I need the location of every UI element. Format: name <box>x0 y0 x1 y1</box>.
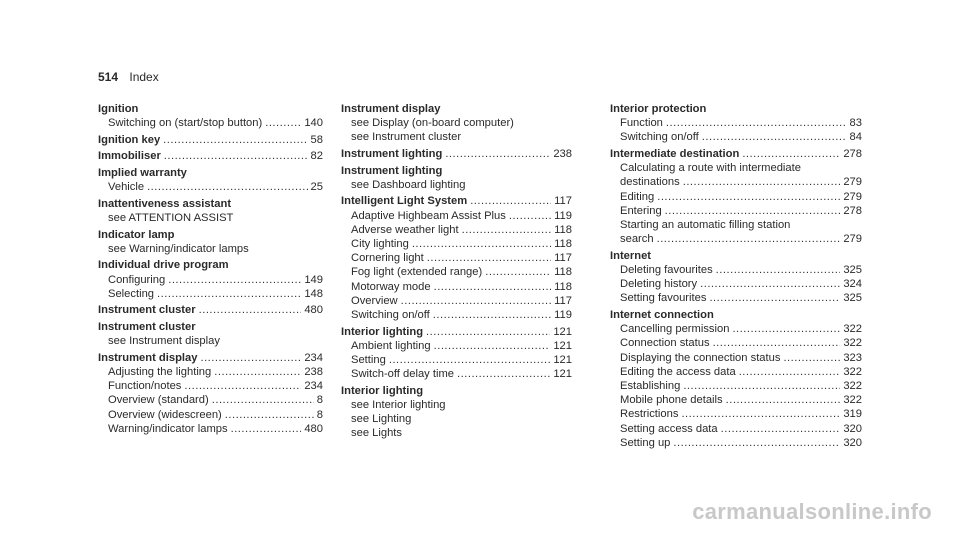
page-ref: 279 <box>843 176 862 189</box>
subentry-text: Adaptive Highbeam Assist Plus <box>351 209 506 222</box>
dot-leader <box>721 422 841 436</box>
index-subentry <box>610 218 862 232</box>
index-entry <box>98 320 323 348</box>
subentry-text: Setting <box>351 354 386 367</box>
page-ref: 322 <box>843 337 862 350</box>
page-ref: 279 <box>843 233 862 246</box>
dot-leader <box>434 339 551 353</box>
subentry-text: Mobile phone details <box>620 394 723 407</box>
page-ref: 117 <box>554 195 572 208</box>
dot-leader <box>434 280 552 294</box>
subentry-text: Entering <box>620 204 662 217</box>
index-term: Intermediate destination <box>610 148 740 160</box>
page-ref: 320 <box>843 436 862 449</box>
dot-leader <box>665 204 841 218</box>
dot-leader <box>702 130 847 144</box>
index-entry <box>341 194 572 322</box>
index-term-row <box>341 325 572 339</box>
index-entry <box>98 228 323 256</box>
index-term: Instrument cluster <box>98 304 196 317</box>
dot-leader <box>427 251 551 265</box>
dot-leader <box>163 133 307 147</box>
page-ref: 121 <box>553 368 572 381</box>
dot-leader <box>666 116 847 130</box>
dot-leader <box>742 147 840 161</box>
subentry-text: see Warning/indicator lamps <box>108 242 249 255</box>
page-ref: 322 <box>843 323 862 336</box>
dot-leader <box>214 365 301 379</box>
dot-leader <box>184 379 301 393</box>
index-term: Instrument lighting <box>341 148 443 160</box>
dot-leader <box>713 336 841 350</box>
subentry-text: Connection status <box>620 337 710 350</box>
index-subentry <box>610 379 862 393</box>
index-term-row <box>98 197 323 211</box>
index-entry <box>98 258 323 301</box>
index-term-row <box>98 149 323 163</box>
subentry-text: Cancelling permission <box>620 323 730 336</box>
index-term-row <box>341 384 572 398</box>
subentry-text: Setting favourites <box>620 292 707 305</box>
index-subentry <box>341 265 572 279</box>
dot-leader <box>657 190 840 204</box>
subentry-text: City lighting <box>351 238 409 250</box>
subentry-text: destinations <box>620 176 680 189</box>
dot-leader <box>200 351 301 365</box>
subentry-text: Establishing <box>620 380 681 393</box>
index-subentry <box>341 353 572 367</box>
dot-leader <box>657 232 841 246</box>
subentry-text: Starting an automatic filling station <box>620 219 791 232</box>
index-entry <box>341 147 572 161</box>
dot-leader <box>732 322 840 336</box>
index-subentry <box>341 223 572 237</box>
subentry-text: see Lighting <box>351 413 412 426</box>
index-subentry <box>341 280 572 294</box>
page-number: 514 <box>98 70 119 84</box>
dot-leader <box>168 273 301 287</box>
subentry-text: Deleting history <box>620 278 698 291</box>
index-subentry <box>98 379 323 393</box>
subentry-text: Restrictions <box>620 408 679 421</box>
page-ref: 121 <box>553 325 572 338</box>
page-ref: 82 <box>310 150 323 163</box>
index-term-row <box>610 308 862 322</box>
subentry-text: Function <box>620 117 663 130</box>
index-subentry <box>341 130 572 144</box>
index-column-2 <box>341 102 572 443</box>
index-term: Interior lighting <box>341 384 424 397</box>
page-ref: 278 <box>843 204 862 217</box>
index-entry <box>341 102 572 145</box>
dot-leader <box>445 147 550 161</box>
index-subentry <box>610 161 862 175</box>
index-term: Intelligent Light System <box>341 195 468 208</box>
index-term: Interior protection <box>610 103 707 115</box>
dot-leader <box>389 353 550 367</box>
page-ref: 149 <box>304 273 323 286</box>
subentry-text: Selecting <box>108 287 155 300</box>
index-entry <box>98 102 323 130</box>
index-entry <box>610 147 862 246</box>
dot-leader <box>426 325 550 339</box>
page-ref: 118 <box>554 266 572 279</box>
page-header <box>98 70 159 84</box>
dot-leader <box>683 379 840 393</box>
index-subentry <box>610 190 862 204</box>
index-subentry <box>98 180 323 194</box>
dot-leader <box>401 294 552 308</box>
dot-leader <box>147 180 307 194</box>
index-term-row <box>341 164 572 178</box>
index-subentry <box>610 336 862 350</box>
subentry-text: Ambient lighting <box>351 339 431 352</box>
index-column-3 <box>610 102 862 452</box>
subentry-text: Editing <box>620 190 655 203</box>
index-subentry <box>341 178 572 192</box>
dot-leader <box>700 277 840 291</box>
page-ref: 121 <box>553 354 572 367</box>
subentry-text: Warning/indicator lamps <box>108 422 228 435</box>
index-subentry <box>98 408 323 422</box>
index-subentry <box>610 116 862 130</box>
subentry-text: Overview (standard) <box>108 394 209 407</box>
subentry-text: Vehicle <box>108 181 145 194</box>
page-ref: 83 <box>849 117 862 130</box>
index-term: Interior lighting <box>341 325 424 338</box>
dot-leader <box>212 393 314 407</box>
index-entry <box>98 133 323 147</box>
index-subentry <box>610 204 862 218</box>
subentry-text: Deleting favourites <box>620 264 713 277</box>
index-subentry <box>341 294 572 308</box>
index-entry <box>98 166 323 194</box>
dot-leader <box>485 265 551 279</box>
subentry-text: Function/notes <box>108 380 182 393</box>
subentry-text: Overview <box>351 294 398 307</box>
page-ref: 480 <box>304 422 323 435</box>
index-subentry <box>610 393 862 407</box>
subentry-text: Switch-off delay time <box>351 368 455 381</box>
dot-leader <box>157 287 301 301</box>
index-subentry <box>610 422 862 436</box>
page-ref: 238 <box>304 365 323 378</box>
index-term: Implied warranty <box>98 166 187 179</box>
page-ref: 322 <box>843 394 862 407</box>
dot-leader <box>265 116 301 130</box>
index-term: Instrument lighting <box>341 164 443 177</box>
dot-leader <box>225 408 314 422</box>
index-subentry <box>610 436 862 450</box>
index-term-row <box>341 102 572 116</box>
index-term: Instrument cluster <box>98 320 196 333</box>
index-term: Internet connection <box>610 309 714 322</box>
index-subentry <box>341 412 572 426</box>
page-ref: 279 <box>843 190 862 203</box>
page-ref: 119 <box>554 209 572 222</box>
page-ref: 238 <box>553 148 572 160</box>
index-subentry <box>610 277 862 291</box>
subentry-text: see Instrument display <box>108 335 220 348</box>
index-term-row <box>341 194 572 208</box>
index-subentry <box>98 211 323 225</box>
index-term: Ignition key <box>98 133 161 146</box>
index-subentry <box>610 263 862 277</box>
dot-leader <box>716 263 841 277</box>
subentry-text: Setting access data <box>620 422 718 435</box>
index-subentry <box>610 365 862 379</box>
dot-leader <box>739 365 841 379</box>
index-subentry <box>610 407 862 421</box>
dot-leader <box>412 237 551 251</box>
index-subentry <box>98 422 323 436</box>
index-entry <box>98 149 323 163</box>
index-entry <box>610 308 862 450</box>
index-subentry <box>610 130 862 144</box>
subentry-text: Editing the access data <box>620 365 736 378</box>
dot-leader <box>783 351 840 365</box>
index-subentry <box>341 209 572 223</box>
subentry-text: search <box>620 233 654 246</box>
subentry-text: see Lights <box>351 427 402 440</box>
page-ref: 234 <box>304 380 323 393</box>
index-subentry <box>98 116 323 130</box>
subentry-text: see Instrument cluster <box>351 131 462 144</box>
dot-leader <box>231 422 302 436</box>
page-ref: 140 <box>304 117 323 130</box>
dot-leader <box>457 367 550 381</box>
page-ref: 148 <box>304 287 323 300</box>
index-term: Internet <box>610 249 652 262</box>
subentry-text: Setting up <box>620 436 671 449</box>
index-term-row <box>98 303 323 317</box>
index-term-row <box>98 166 323 180</box>
index-term: Individual drive program <box>98 259 229 272</box>
dot-leader <box>681 407 840 421</box>
index-term: Instrument display <box>341 103 441 115</box>
index-subentry <box>341 237 572 251</box>
dot-leader <box>673 436 840 450</box>
index-term-row <box>610 102 862 116</box>
subentry-text: Cornering light <box>351 252 424 265</box>
index-entry <box>610 102 862 145</box>
index-subentry <box>98 365 323 379</box>
subentry-text: see Display (on-board computer) <box>351 117 514 130</box>
page-ref: 117 <box>554 252 572 265</box>
index-term: Instrument display <box>98 351 198 364</box>
page-ref: 121 <box>553 339 572 352</box>
page-ref: 8 <box>316 408 323 421</box>
subentry-text: Adjusting the lighting <box>108 365 212 378</box>
dot-leader <box>164 149 308 163</box>
page-ref: 8 <box>316 394 323 407</box>
index-entry <box>98 197 323 225</box>
subentry-text: Displaying the connection status <box>620 351 781 364</box>
page-ref: 325 <box>843 292 862 305</box>
index-term-row <box>341 147 572 161</box>
subentry-text: Adverse weather light <box>351 223 459 236</box>
page-ref: 234 <box>304 351 323 364</box>
index-subentry <box>341 251 572 265</box>
index-subentry <box>341 339 572 353</box>
dot-leader <box>470 194 551 208</box>
index-column-1 <box>98 102 323 438</box>
index-subentry <box>610 322 862 336</box>
page-ref: 323 <box>843 351 862 364</box>
index-subentry <box>341 426 572 440</box>
page-ref: 320 <box>843 422 862 435</box>
dot-leader <box>433 308 551 322</box>
page-ref: 322 <box>843 380 862 393</box>
index-term-row <box>610 249 862 263</box>
page-ref: 480 <box>304 304 323 317</box>
dot-leader <box>726 393 841 407</box>
page-ref: 58 <box>310 133 323 146</box>
index-subentry <box>610 232 862 246</box>
page-ref: 278 <box>843 148 862 160</box>
index-subentry <box>98 287 323 301</box>
index-term-row <box>98 102 323 116</box>
subentry-text: Calculating a route with intermediate <box>620 162 801 175</box>
subentry-text: Switching on/off <box>351 309 430 322</box>
page-ref: 324 <box>843 278 862 291</box>
index-entry <box>341 164 572 192</box>
subentry-text: see Interior lighting <box>351 399 446 412</box>
index-term: Immobiliser <box>98 150 161 163</box>
index-subentry <box>341 398 572 412</box>
page-ref: 118 <box>554 280 572 293</box>
index-entry <box>341 384 572 441</box>
page-ref: 119 <box>554 309 572 322</box>
index-term-row <box>98 320 323 334</box>
page-title: Index <box>129 70 159 84</box>
index-term: Indicator lamp <box>98 228 175 241</box>
subentry-text: Switching on (start/stop button) <box>108 117 263 130</box>
index-term-row <box>98 133 323 147</box>
subentry-text: Motorway mode <box>351 280 431 293</box>
dot-leader <box>199 303 302 317</box>
dot-leader <box>709 291 840 305</box>
subentry-text: Switching on/off <box>620 131 699 144</box>
index-term-row <box>98 351 323 365</box>
dot-leader <box>509 209 551 223</box>
page-ref: 84 <box>849 131 862 144</box>
index-term-row <box>610 147 862 161</box>
index-entry <box>341 325 572 382</box>
index-entry <box>98 351 323 436</box>
index-term: Ignition <box>98 103 139 115</box>
index-subentry <box>98 393 323 407</box>
index-entry <box>610 249 862 306</box>
index-subentry <box>98 273 323 287</box>
watermark: carmanualsonline.info <box>692 499 932 524</box>
subentry-text: Configuring <box>108 273 166 286</box>
dot-leader <box>462 223 552 237</box>
subentry-text: Overview (widescreen) <box>108 408 222 421</box>
page-ref: 118 <box>554 238 572 250</box>
page-ref: 319 <box>843 408 862 421</box>
page-ref: 25 <box>310 181 323 194</box>
page-ref: 118 <box>554 223 572 236</box>
page-ref: 117 <box>554 294 572 307</box>
page-ref: 322 <box>843 365 862 378</box>
page-ref: 325 <box>843 264 862 277</box>
dot-leader <box>683 175 841 189</box>
index-subentry <box>341 367 572 381</box>
index-subentry <box>98 334 323 348</box>
subentry-text: Fog light (extended range) <box>351 266 483 279</box>
index-subentry <box>610 175 862 189</box>
index-term-row <box>98 258 323 272</box>
subentry-text: see ATTENTION ASSIST <box>108 211 234 224</box>
index-subentry <box>98 242 323 256</box>
index-subentry <box>610 351 862 365</box>
index-term: Inattentiveness assistant <box>98 197 232 210</box>
subentry-text: see Dashboard lighting <box>351 178 466 191</box>
index-term-row <box>98 228 323 242</box>
index-subentry <box>341 308 572 322</box>
index-subentry <box>610 291 862 305</box>
index-subentry <box>341 116 572 130</box>
index-entry <box>98 303 323 317</box>
